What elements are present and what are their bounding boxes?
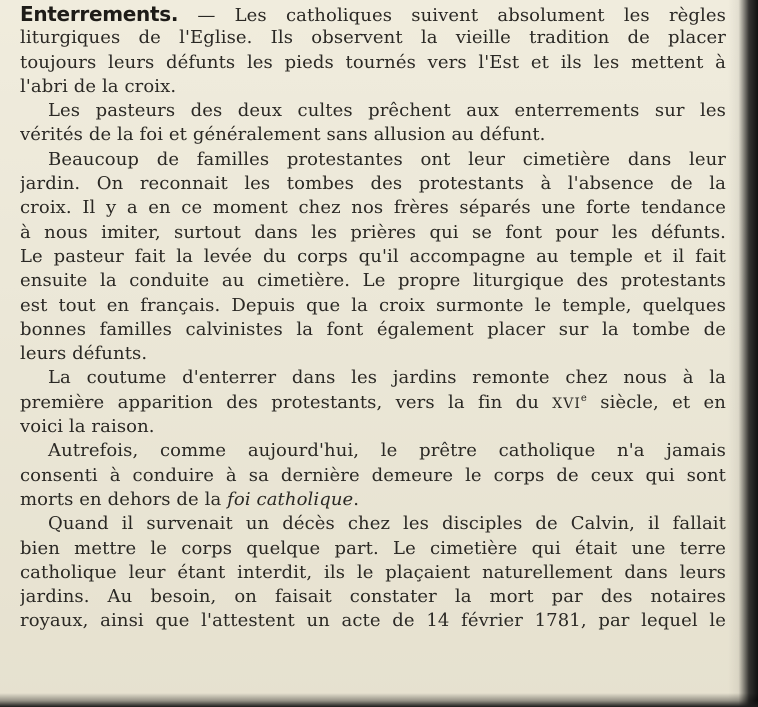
text-line: La coutume d'enterrer dans les jardins remonte chez nous à la [48,367,726,389]
text-line: bonnes familles calvinistes la font également placer sur la tombe de [20,318,726,340]
text-line: royaux, ainsi que l'attestent un acte de 14 février 1781, par lequel le [20,610,726,632]
text-line: ensuite la conduite au cimetière. Le propre liturgique des protestants [20,270,726,292]
scan-shadow-bottom [0,693,758,707]
section-heading: Enterrements. [20,2,179,26]
text-line: Enterrements. — Les catholiques suivent absolument les règles [20,2,726,26]
text-line: première apparition des protestants, vers la fin du XVIe siècle, et en [20,391,726,413]
text-line: voici la raison. [20,416,155,438]
text-line: l'abri de la croix. [20,75,177,97]
page-text [20,2,726,634]
text-line: catholique leur étant interdit, ils le plaçaient naturellement dans leurs [20,561,726,583]
text-line: Le pasteur fait la levée du corps qu'il accompagne au temple et il fait [20,245,726,267]
text-line: bien mettre le corps quelque part. Le cimetière qui était une terre [20,537,726,559]
paragraph-calvin [20,512,726,633]
text-line: Beaucoup de familles protestantes ont leur cimetière dans leur [48,148,726,170]
paragraph-coutume [20,366,726,439]
text-line: vérités de la foi et généralement sans allusion au défunt. [20,124,546,146]
text-line: est tout en français. Depuis que la croix surmonte le temple, quelques [20,294,726,316]
century-numeral: XVI [552,395,581,412]
text-line: à nous imiter, surtout dans les prières qui se font pour les défunts. [20,221,726,243]
text-line: Quand il survenait un décès chez les disciples de Calvin, il fallait [48,513,726,535]
text-line: croix. Il y a en ce moment chez nos frères séparés une forte tendance [20,197,726,219]
text-line: Les pasteurs des deux cultes prêchent aux enterrements sur les [48,100,726,122]
text-line: Autrefois, comme aujourd'hui, le prêtre catholique n'a jamais [48,440,726,462]
paragraph-autrefois [20,439,726,512]
text-line: morts en dehors de la foi catholique. [20,488,360,510]
text-line: toujours leurs défunts les pieds tournés vers l'Est et ils les mettent à [20,51,726,73]
century-superscript: e [580,392,587,404]
text-line: leurs défunts. [20,343,148,365]
text-line: jardin. On reconnait les tombes des protestants à l'absence de la [20,173,726,195]
text-line: consenti à conduire à sa dernière demeure le corps de ceux qui sont [20,464,726,486]
text-line: liturgiques de l'Eglise. Ils observent la vieille tradition de placer [20,27,726,49]
italic-phrase: foi catholique [227,488,354,510]
paragraph-pasteurs [20,99,726,148]
text-line: jardins. Au besoin, on faisait constater la mort par des notaires [20,586,726,608]
paragraph-familles-protestantes [20,148,726,367]
scan-shadow-right [728,0,758,707]
paragraph-enterrements [20,2,726,99]
